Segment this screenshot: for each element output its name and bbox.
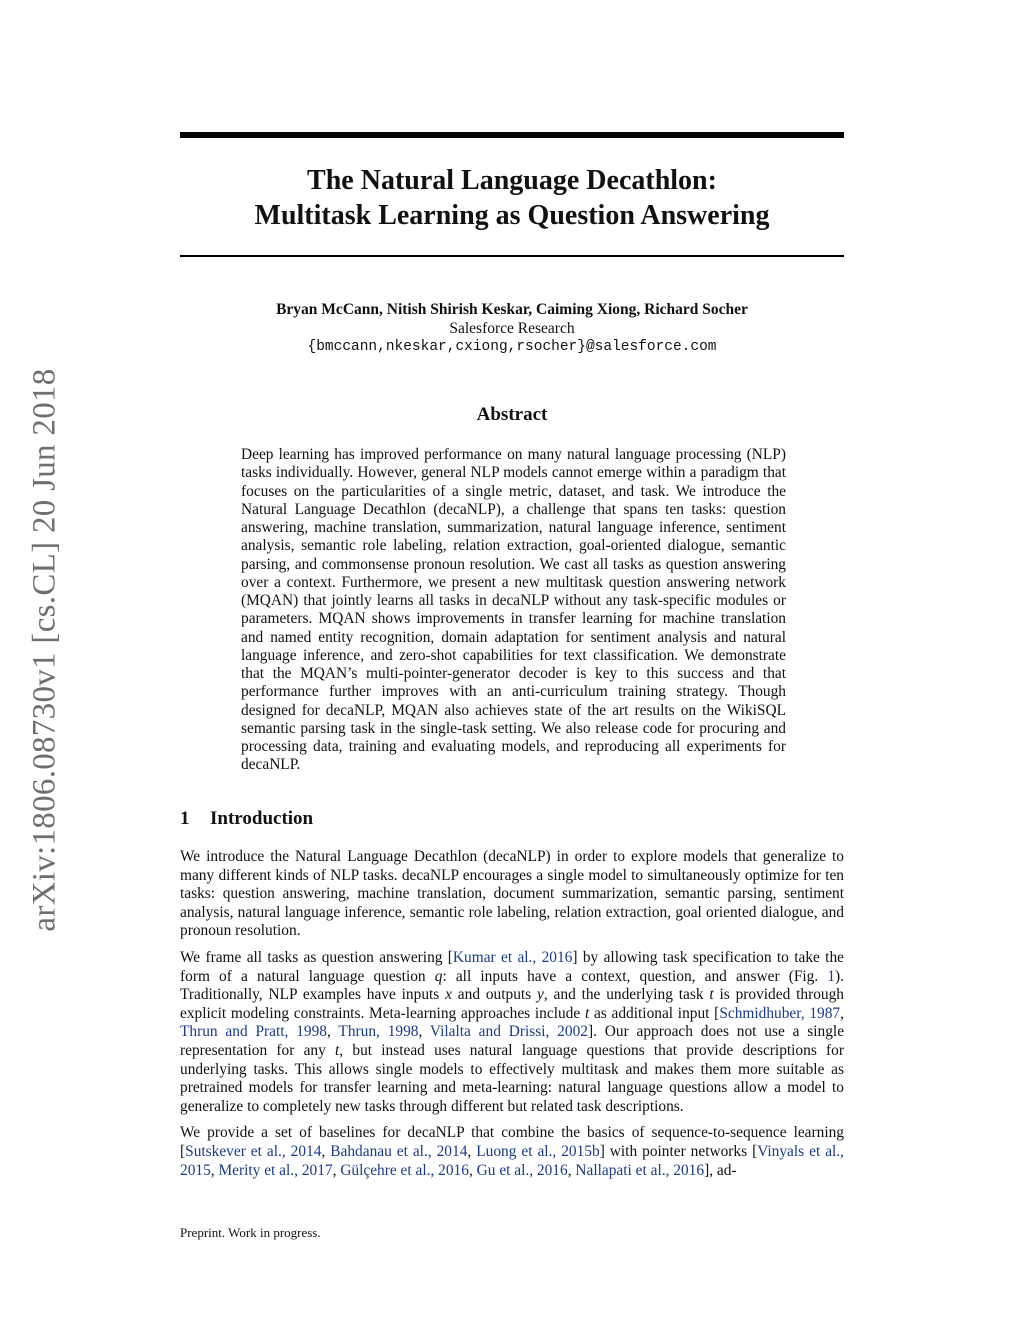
text-run: , and the underlying task xyxy=(543,986,710,1004)
author-emails: {bmccann,nkeskar,cxiong,rsocher}@salesforce.com xyxy=(307,339,717,355)
citation-link[interactable]: Nallapati et al., 2016 xyxy=(575,1161,705,1179)
math-symbol: x xyxy=(445,986,452,1004)
text-run: ], ad- xyxy=(704,1161,737,1179)
abstract-heading: Abstract xyxy=(476,404,548,425)
separator: , xyxy=(468,1161,477,1179)
math-symbol: t xyxy=(709,986,714,1004)
abstract-text: Deep learning has improved performance on many natural language processing (NLP) tasks individually. However, general NLP models cannot emerge within a paradigm that focuses on the particularities of a single metric, dataset, and task. We introduce the Natural Language Decathlon (decaNLP), a challenge that spans ten tasks: question answering, machine translation, summarization, natural language inference, sentiment analysis, semantic role labeling, relation extraction, goal-oriented dialogue, semantic parsing, and commonsense pronoun resolution. We cast all tasks as question answering over a context. Furthermore, we present a new multitask question answering network (MQAN) that jointly learns all tasks in decaNLP without any task-specific modules or parameters. MQAN shows improvements in transfer learning for machine translation and named entity recognition, domain adaptation for sentiment analysis and natural language inference, and zero-shot capabilities for text classification. We demonstrate that the MQAN’s multi-pointer-generator decoder is key to this success and that performance further improves with an anti-curriculum training strategy. Though designed for decaNLP, MQAN also achieves state of the art results on the WikiSQL semantic parsing task in the single-task setting. We also release code for procuring and processing data, training and evaluating models, and reproducing all experiments for decaNLP. xyxy=(241,446,786,774)
section-title: Introduction xyxy=(210,808,314,829)
separator: , xyxy=(327,1023,339,1041)
paper-title xyxy=(180,163,844,233)
citation-link[interactable]: Schmidhuber, 1987 xyxy=(719,1004,841,1022)
section-number: 1 xyxy=(180,808,190,829)
text-run: ] by allowing task specification to take the form of a natural language question xyxy=(180,948,844,985)
math-symbol: t xyxy=(584,1004,590,1022)
text-run: is provided through explicit modeling constraints. Meta-learning approaches include xyxy=(180,986,844,1022)
citation-link[interactable]: Luong et al., 2015b xyxy=(476,1142,600,1160)
separator: , xyxy=(321,1142,331,1160)
separator: , xyxy=(467,1142,477,1160)
author-names: Bryan McCann, Nitish Shirish Keskar, Caiming Xiong, Richard Socher xyxy=(276,301,748,318)
intro-paragraph-1: We introduce the Natural Language Decathlon (decaNLP) in order to explore models that generalize to many different kinds of NLP tasks. decaNLP encourages a single model to simultaneously optimize for ten tasks: question answering, machine translation, document summarization, semantic parsing, sentiment analysis, natural language inference, semantic role labeling, relation extraction, goal oriented dialogue, and pronoun resolution. xyxy=(180,848,844,940)
author-block xyxy=(180,300,844,357)
intro-paragraph-3 xyxy=(180,1124,844,1180)
text-run: ]. Our approach does not use a single representation for any xyxy=(180,1023,845,1059)
separator: , xyxy=(840,1004,844,1022)
arxiv-identifier: arXiv:1806.08730v1 [cs.CL] 20 Jun 2018 xyxy=(26,368,63,932)
citation-link[interactable]: Gülçehre et al., 2016 xyxy=(340,1161,469,1179)
citation-link[interactable]: Gu et al., 2016 xyxy=(476,1161,568,1179)
introduction-body xyxy=(180,848,844,1188)
intro-paragraph-2 xyxy=(180,949,844,1116)
citation-link[interactable]: Vinyals et al., 2015 xyxy=(180,1142,844,1179)
text-run: : all inputs have a context, question, and answer (Fig. xyxy=(442,967,828,985)
preprint-footnote: Preprint. Work in progress. xyxy=(180,1225,321,1240)
math-symbol: y xyxy=(537,986,544,1004)
citation-link[interactable]: Thrun and Pratt, 1998 xyxy=(180,1023,328,1041)
separator: , xyxy=(418,1023,430,1041)
text-run: and outputs xyxy=(451,986,538,1004)
text-run: We provide a set of baselines for decaNLP that combine the basics of sequence-to-sequence learning [ xyxy=(180,1124,844,1160)
separator: , xyxy=(567,1161,576,1179)
text-run: ] with pointer networks [ xyxy=(599,1142,758,1160)
citation-link[interactable]: Merity et al., 2017 xyxy=(218,1161,333,1179)
citation-link[interactable]: Bahdanau et al., 2014 xyxy=(330,1142,468,1160)
text-run: as additional input [ xyxy=(589,1004,720,1022)
text-run: ). Traditionally, NLP examples have inputs xyxy=(180,967,845,1004)
title-line-2: Multitask Learning as Question Answering xyxy=(254,200,770,231)
text-run: We frame all tasks as question answering [ xyxy=(180,948,453,966)
section-heading-introduction xyxy=(180,808,313,830)
citation-link[interactable]: Thrun, 1998 xyxy=(338,1023,419,1041)
figure-link[interactable]: 1 xyxy=(827,967,836,985)
text-run: , but instead uses natural language questions that provide descriptions for underlying tasks. This allows single models to effectively multitask and makes them more suitable as pretrained models for transfer learning and meta-learning: natural language questions allow a model to generalize to completely new tasks through different but related task descriptions. xyxy=(180,1041,844,1115)
affiliation: Salesforce Research xyxy=(449,320,575,337)
citation-link[interactable]: Kumar et al., 2016 xyxy=(452,948,573,966)
math-symbol: q xyxy=(434,967,443,985)
citation-link[interactable]: Sutskever et al., 2014 xyxy=(185,1142,322,1160)
title-top-rule xyxy=(180,132,844,138)
separator: , xyxy=(210,1161,219,1179)
separator: , xyxy=(332,1161,341,1179)
citation-link[interactable]: Vilalta and Drissi, 2002 xyxy=(429,1023,588,1041)
title-bottom-rule xyxy=(180,255,844,257)
math-symbol: t xyxy=(335,1041,340,1059)
title-line-1: The Natural Language Decathlon: xyxy=(307,165,717,196)
